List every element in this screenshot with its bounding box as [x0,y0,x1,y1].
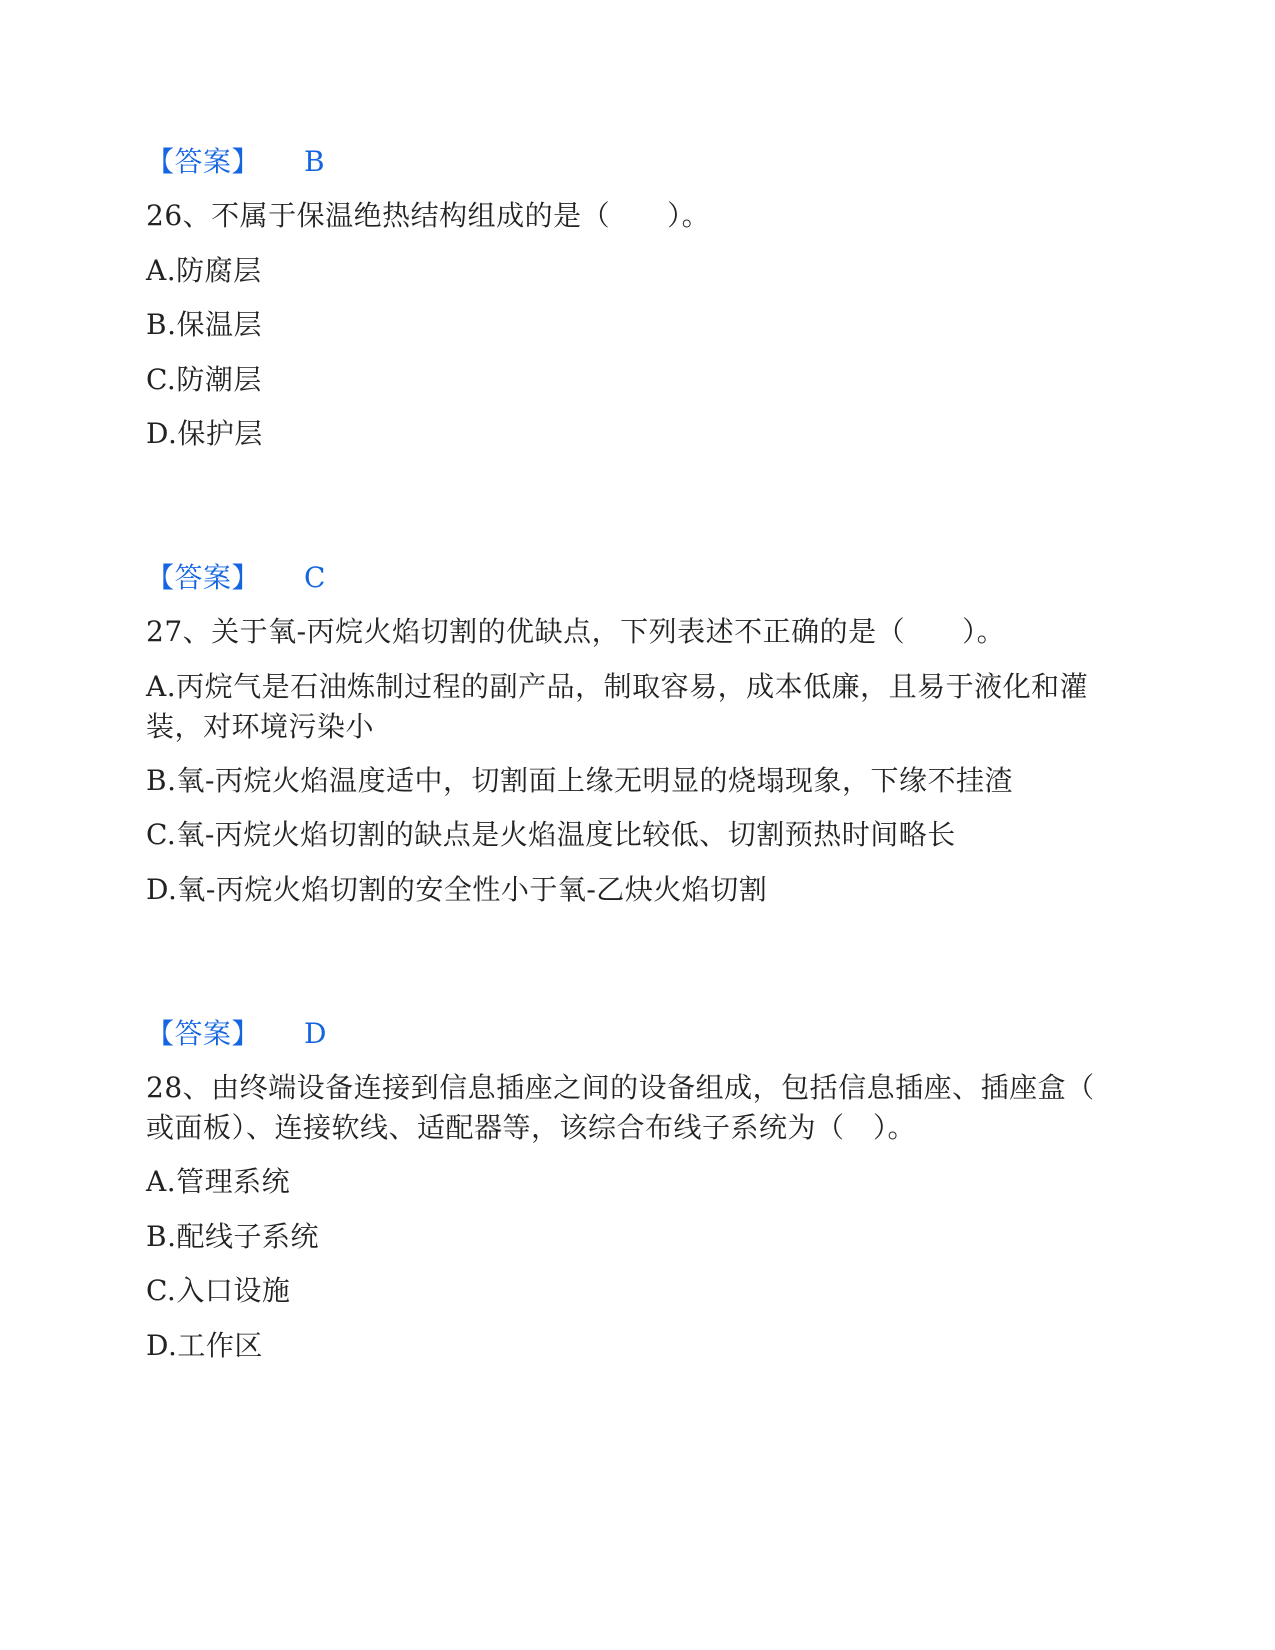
answer-line [146,142,325,182]
question-option: C.氧-丙烷火焰切割的缺点是火焰温度比较低、切割预热时间略长 [146,818,956,851]
question-option: B.配线子系统 [146,1220,319,1253]
answer-label: 【答案】 [146,561,261,594]
question-option: B.保温层 [146,308,262,341]
question-option: D.保护层 [146,417,263,450]
question-option: C.防潮层 [146,363,262,396]
question-stem-continuation: 或面板）、连接软线、适配器等，该综合布线子系统为（ ）。 [146,1111,917,1144]
question-option: A.管理系统 [146,1165,291,1198]
question-option-continuation: 装，对环境污染小 [146,710,375,743]
question-stem: 26、不属于保温绝热结构组成的是（ ）。 [146,199,711,232]
question-option: B.氧-丙烷火焰温度适中，切割面上缘无明显的烧塌现象，下缘不挂渣 [146,764,1013,797]
answer-value: B [304,145,326,178]
answer-line [146,1014,327,1054]
answer-line [146,558,326,598]
question-stem: 28、由终端设备连接到信息插座之间的设备组成，包括信息插座、插座盒（ [146,1071,1095,1104]
question-option: C.入口设施 [146,1274,291,1307]
question-option: D.氧-丙烷火焰切割的安全性小于氧-乙炔火焰切割 [146,873,768,906]
question-stem: 27、关于氧-丙烷火焰切割的优缺点，下列表述不正确的是（ ）。 [146,615,1006,648]
answer-label: 【答案】 [146,1017,261,1050]
question-option: D.工作区 [146,1329,263,1362]
answer-label: 【答案】 [146,145,261,178]
question-option: A.防腐层 [146,254,262,287]
answer-value: C [304,561,326,594]
question-option: A.丙烷气是石油炼制过程的副产品，制取容易，成本低廉，且易于液化和灌 [146,670,1089,703]
answer-value: D [304,1017,327,1050]
